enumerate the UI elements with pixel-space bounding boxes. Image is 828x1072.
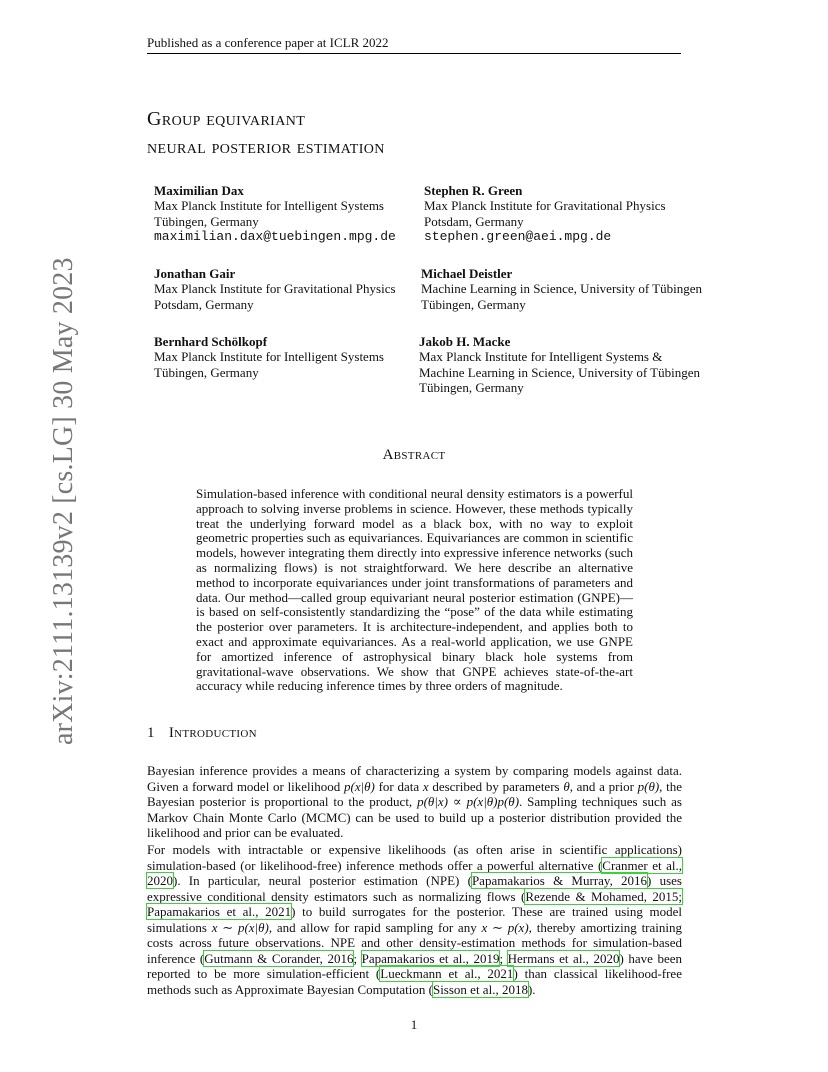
abstract-heading: Abstract bbox=[382, 447, 446, 463]
author-name: Bernhard Schölkopf bbox=[154, 334, 268, 349]
running-header: Published as a conference paper at ICLR 2022 bbox=[147, 35, 389, 50]
author-location: Tübingen, Germany bbox=[421, 296, 526, 312]
author-name: Maximilian Dax bbox=[154, 183, 244, 198]
title-line-1: Group equivariant bbox=[147, 108, 306, 130]
text-run: described by parameters bbox=[428, 778, 564, 794]
author-block bbox=[154, 183, 396, 244]
author-block bbox=[154, 266, 396, 312]
author-location: Potsdam, Germany bbox=[154, 296, 254, 312]
text-run: ). bbox=[527, 981, 536, 997]
text-run: ) have been reported to be more simulation-efficient ( bbox=[147, 950, 682, 981]
author-location: Potsdam, Germany bbox=[424, 213, 524, 229]
author-block bbox=[419, 334, 700, 395]
text-run: ) to build surrogates for the posterior. These are trained using model simulations bbox=[147, 904, 683, 935]
text-run: . Sampling techniques such as Markov Chain Monte Carlo (MCMC) can be used to build up a posterior distribution provided the likelihood and prior can be evaluated. bbox=[147, 794, 682, 840]
math-expression: x ∼ p(x|θ) bbox=[211, 919, 269, 935]
author-affiliation: Machine Learning in Science, University of Tübingen bbox=[421, 281, 702, 297]
math-expression: p(x|θ) bbox=[344, 778, 375, 794]
citation-link[interactable]: Lueckmann et al., 2021 bbox=[380, 966, 514, 981]
author-affiliation: Max Planck Institute for Gravitational Physics bbox=[154, 281, 396, 297]
text-run: , and allow for rapid sampling for any bbox=[268, 919, 482, 935]
text-run: ) than classical likelihood-free methods such as Approximate Bayesian Computation ( bbox=[147, 966, 682, 997]
author-email[interactable]: maximilian.dax@tuebingen.mpg.de bbox=[154, 228, 396, 244]
citation-link[interactable]: Papamakarios et al., 2021 bbox=[147, 904, 292, 919]
math-expression: p(θ) bbox=[637, 778, 660, 794]
arxiv-stamp: arXiv:2111.13139v2 [cs.LG] 30 May 2023 bbox=[48, 257, 79, 745]
text-run: ) uses expressive conditional density estimators such as normalizing flows ( bbox=[147, 873, 682, 904]
text-run: ). In particular, neural posterior estimation (NPE) ( bbox=[173, 873, 472, 888]
author-affiliation: Max Planck Institute for Intelligent Systems & bbox=[419, 349, 663, 365]
citation-link[interactable]: Papamakarios & Murray, 2016 bbox=[471, 873, 648, 888]
text-run: Bayesian inference provides a means of characterizing a system by comparing models against data. Given a forward model or likelihood bbox=[147, 763, 682, 794]
math-expression: x ∼ p(x) bbox=[481, 919, 529, 935]
author-name: Jakob H. Macke bbox=[419, 334, 511, 349]
math-expression: x bbox=[422, 778, 429, 794]
section-number: 1 bbox=[147, 725, 155, 741]
text-run: For models with intractable or expensive likelihoods (as often arise in scientific applications) simulation-based (or likelihood-free) inference methods offer a powerful alternative ( bbox=[147, 842, 682, 873]
author-block bbox=[424, 183, 666, 244]
text-run: ; bbox=[353, 950, 362, 966]
author-block bbox=[154, 334, 384, 380]
section-heading bbox=[147, 725, 257, 742]
author-block bbox=[421, 266, 702, 312]
citation-link[interactable]: Hermans et al., 2020 bbox=[507, 950, 620, 966]
text-run: , and a prior bbox=[569, 778, 638, 794]
author-affiliation: Max Planck Institute for Intelligent Systems bbox=[154, 349, 384, 365]
math-expression: θ bbox=[563, 778, 570, 794]
abstract-text: Simulation-based inference with conditional neural density estimators is a powerful approach to solving inverse problems in science. However, these methods typically treat the underlying forward model as a black box, with no way to exploit geometric properties such as equivariances. Equivariances are common in scientific models, however integrating them directly into expressive inference networks (such as normalizing flows) is not straightforward. We here describe an alternative method to incorporate equivariances under joint transformations of parameters and data. Our method—called group equivariant neural posterior estimation (GNPE)—is based on self-consistently standardizing the “pose” of the data while estimating the posterior over parameters. It is architecture-independent, and applies both to exact and approximate equivariances. As a real-world application, we use GNPE for amortized inference of astrophysical binary black hole systems from gravitational-wave observations. We show that GNPE achieves state-of-the-art accuracy while reducing inference times by three orders of magnitude. bbox=[196, 486, 633, 694]
citation-link[interactable]: Rezende & Mohamed, 2015; bbox=[525, 888, 682, 904]
page-number: 1 bbox=[410, 1017, 418, 1032]
math-expression: p(θ|x) ∝ p(x|θ)p(θ) bbox=[417, 794, 520, 809]
author-name: Stephen R. Green bbox=[424, 183, 523, 198]
author-location: Tübingen, Germany bbox=[154, 213, 259, 229]
intro-paragraph-2 bbox=[147, 842, 682, 997]
paper-title bbox=[147, 105, 385, 161]
author-location: Tübingen, Germany bbox=[419, 379, 524, 395]
author-name: Michael Deistler bbox=[421, 266, 513, 281]
author-affiliation: Machine Learning in Science, University of Tübingen bbox=[419, 364, 700, 380]
citation-link[interactable]: Cranmer et al., bbox=[602, 857, 683, 873]
author-affiliation: Max Planck Institute for Intelligent Systems bbox=[154, 198, 384, 214]
citation-link[interactable]: Papamakarios et al., 2019 bbox=[361, 950, 500, 966]
text-run: , the Bayesian posterior is proportional to the product, bbox=[147, 778, 682, 809]
citation-link[interactable]: Sisson et al., 2018 bbox=[432, 981, 528, 997]
author-affiliation: Max Planck Institute for Gravitational Physics bbox=[424, 198, 666, 214]
author-location: Tübingen, Germany bbox=[154, 364, 259, 380]
author-email[interactable]: stephen.green@aei.mpg.de bbox=[424, 228, 612, 244]
text-run: for data bbox=[374, 778, 423, 794]
citation-link[interactable]: Gutmann & Corander, 2016 bbox=[204, 950, 354, 966]
section-title: Introduction bbox=[168, 725, 257, 741]
title-line-2: neural posterior estimation bbox=[147, 136, 385, 158]
text-run: , thereby amortizing training costs across future observations. NPE and other density-estimation methods for simulation-based inference ( bbox=[147, 919, 683, 966]
intro-paragraph-1 bbox=[147, 763, 682, 841]
author-name: Jonathan Gair bbox=[154, 266, 236, 281]
header-rule bbox=[147, 53, 681, 54]
citation-link[interactable]: 2020 bbox=[147, 873, 173, 888]
text-run: ; bbox=[499, 950, 508, 966]
